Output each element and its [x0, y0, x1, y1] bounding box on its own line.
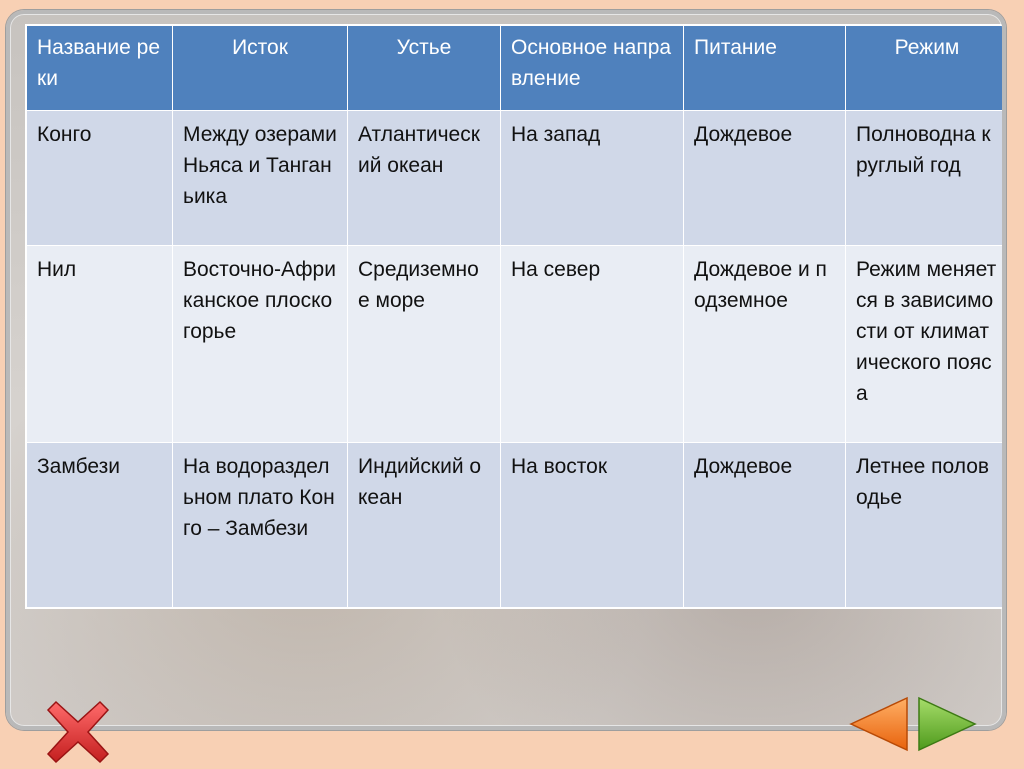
table-row [27, 111, 1007, 246]
cell-mouth: Средиземное море [348, 246, 501, 443]
cell-feeding: Дождевое и подземное [684, 246, 846, 443]
header-regime: Режим [846, 26, 1007, 111]
slide-frame [6, 10, 1006, 730]
cell-river-name: Замбези [27, 443, 173, 608]
arrow-right-icon [917, 696, 977, 752]
cell-mouth: Атлантический океан [348, 111, 501, 246]
next-button[interactable] [917, 696, 977, 752]
cell-mouth: Индийский океан [348, 443, 501, 608]
rivers-table-container [25, 24, 1006, 609]
cell-river-name: Конго [27, 111, 173, 246]
cell-source: Восточно-Африканское плоскогорье [173, 246, 348, 443]
table-header-row [27, 26, 1007, 111]
header-source: Исток [173, 26, 348, 111]
cell-river-name: Нил [27, 246, 173, 443]
cell-direction: На север [501, 246, 684, 443]
close-x-icon [46, 700, 110, 764]
cell-source: На водораздельном плато Конго – Замбези [173, 443, 348, 608]
cell-direction: На запад [501, 111, 684, 246]
prev-button[interactable] [849, 696, 909, 752]
close-button[interactable] [46, 700, 110, 764]
cell-feeding: Дождевое [684, 111, 846, 246]
header-direction: Основное направление [501, 26, 684, 111]
cell-regime: Полноводна круглый год [846, 111, 1007, 246]
cell-direction: На восток [501, 443, 684, 608]
header-river-name: Название реки [27, 26, 173, 111]
cell-regime: Летнее половодье [846, 443, 1007, 608]
header-mouth: Устье [348, 26, 501, 111]
table-row [27, 443, 1007, 608]
cell-regime: Режим меняется в зависимости от климатического пояса [846, 246, 1007, 443]
cell-feeding: Дождевое [684, 443, 846, 608]
cell-source: Между озерами Ньяса и Танганьика [173, 111, 348, 246]
table-row [27, 246, 1007, 443]
rivers-table [26, 25, 1006, 608]
header-feeding: Питание [684, 26, 846, 111]
arrow-left-icon [849, 696, 909, 752]
